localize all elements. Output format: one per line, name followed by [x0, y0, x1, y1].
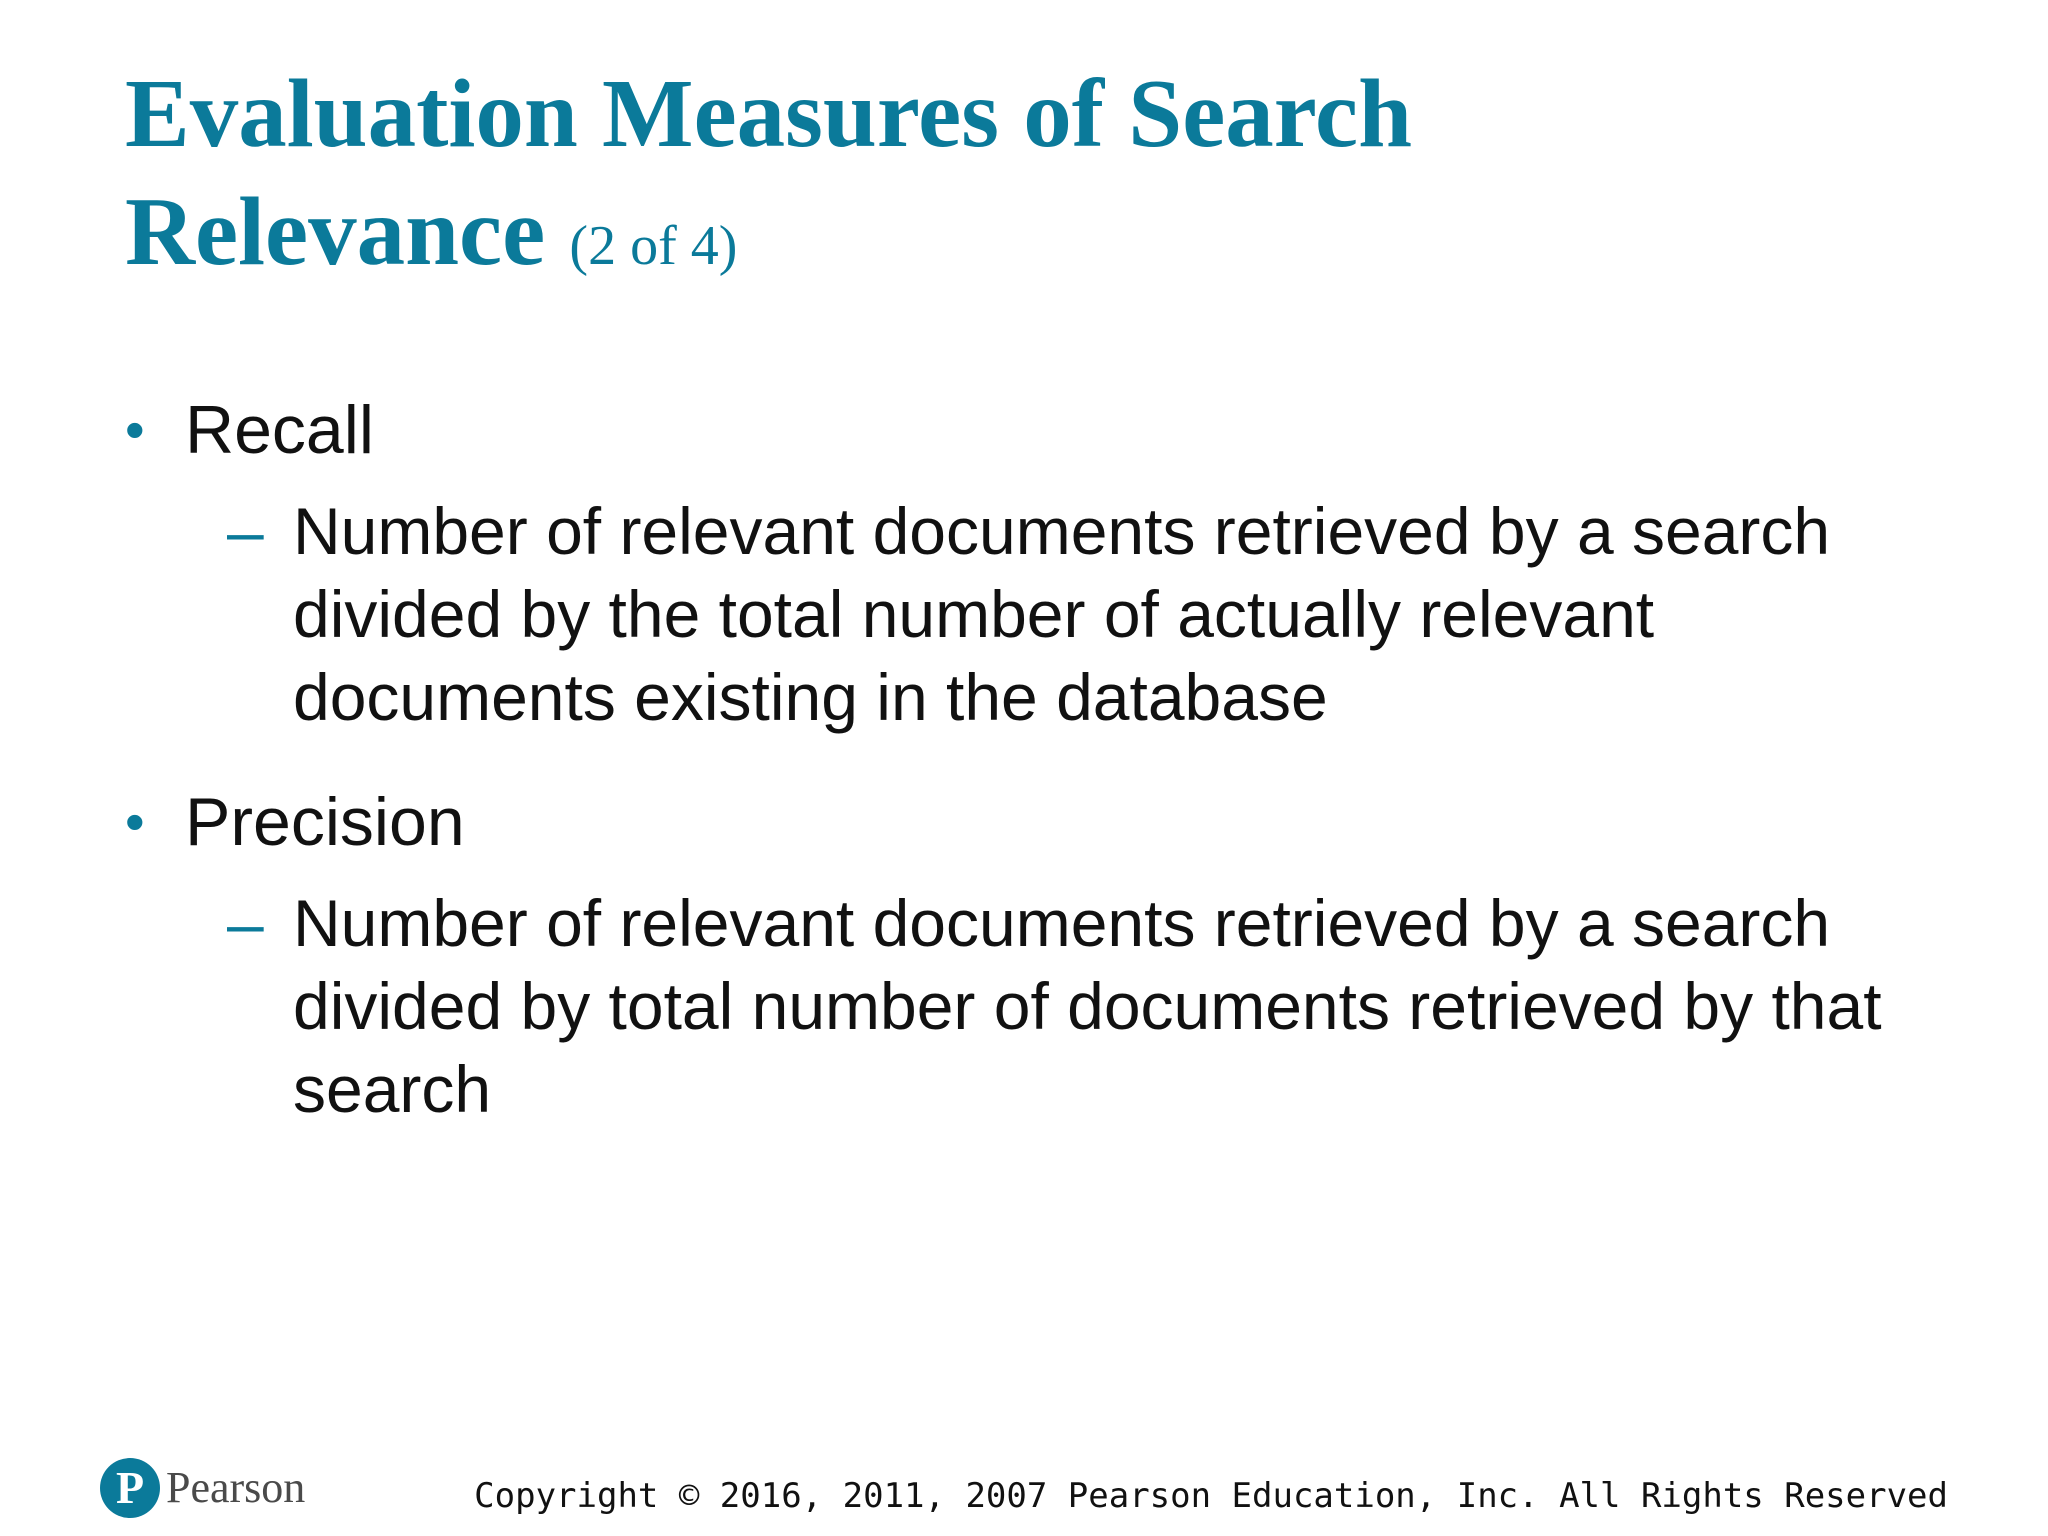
pearson-logo-word: Pearson: [166, 1463, 306, 1512]
dash-icon: –: [227, 494, 264, 568]
pearson-logo-icon: P: [100, 1458, 160, 1518]
sub-bullet-text: Number of relevant documents retrieved by a search divided by the total number of actually relevant documents existing in the database: [293, 494, 1831, 734]
slide-title: [125, 55, 1625, 305]
dash-icon: –: [227, 886, 264, 960]
slide-title-part: (2 of 4): [569, 215, 738, 277]
sub-bullet-text: Number of relevant documents retrieved by a search divided by total number of documents retrieved by that search: [293, 886, 1882, 1126]
bullet-label: Recall: [185, 392, 374, 468]
bullet-label: Precision: [185, 784, 465, 860]
copyright-notice: Copyright © 2016, 2011, 2007 Pearson Education, Inc. All Rights Reserved: [474, 1476, 1948, 1516]
slide-title-main: Evaluation Measures of Search Relevance: [125, 60, 1413, 285]
bullet-dot-icon: •: [125, 790, 145, 853]
bullet-dot-icon: •: [125, 398, 145, 461]
pearson-logo: [100, 1458, 340, 1524]
